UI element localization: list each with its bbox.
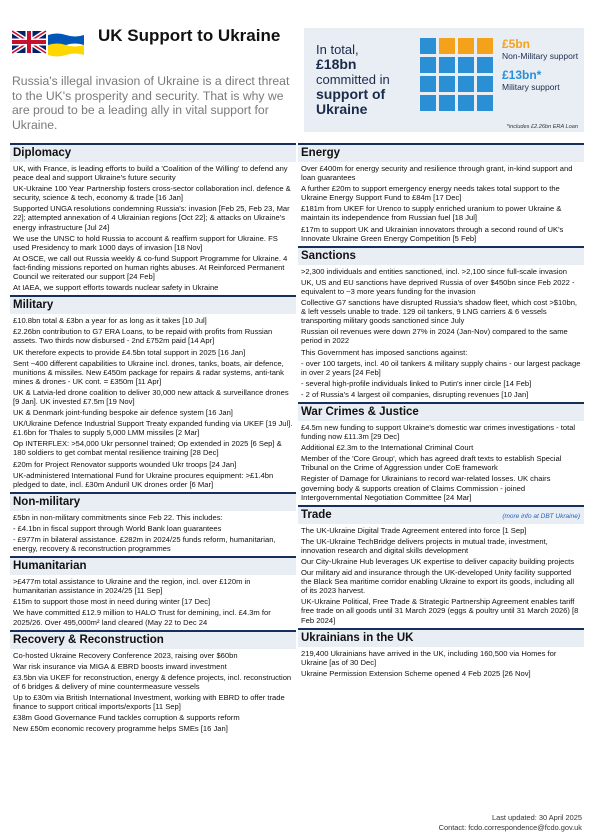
total-value: £18bn [316,56,357,72]
section-heading [10,295,296,314]
section-item: £181m from UKEF for Urenco to supply enriched uranium to power Ukraine & maintain its independence from Russian fuel [18 Jul] [301,204,562,223]
military-value: £13bn* [502,68,542,82]
section-title: Trade [301,508,332,521]
section-heading [298,143,584,162]
section-heading [10,556,296,575]
total-line2: committed in [316,72,390,87]
section-heading [298,402,584,421]
intro-text: Russia's illegal invasion of Ukraine is a direct threat to the UK's prosperity and security. That is why we are proud to be a leading ally in vital support for Ukraine. [12,74,290,132]
section-recovery-reconstruction [10,630,296,734]
section-heading [10,630,296,649]
section-item: UK-administered International Fund for Ukraine procures equipment: >£1.4bn pledged to date, incl. £30m Anduril UK drones order [6 Mar] [13,470,274,489]
section-item: £2.26bn contribution to G7 ERA Loans, to be repaid with profits from Russian assets. Two thirds now disbursed - 2nd £752m paid [14 Apr] [13,327,273,346]
section-humanitarian [10,556,296,626]
last-updated: Last updated: 30 April 2025 [492,813,582,822]
section-item: War risk insurance via MIGA & EBRD boosts inward investment [13,661,227,671]
support-breakdown [502,38,582,92]
section-item: - £977m in bilateral assistance. £282m in 2024/25 funds reform, humanitarian, energy, recovery & reconstruction programmes [13,535,276,554]
section-title: Sanctions [301,249,356,262]
section-item: UK therefore expects to provide £4.5bn total support in 2025 [16 Jan] [13,347,246,357]
section-item: Russian oil revenues were down 27% in 2024 (Jan-Nov) compared to the same period in 2022 [301,327,568,346]
nonmilitary-square [477,38,493,54]
section-item: >£477m total assistance to Ukraine and the region, incl. over £120m in humanitarian assistance in 2024/25 [11 Sep] [13,577,251,596]
section-item: Our military aid and insurance through the UK-developed Unity facility supported the Black Sea maritime corridor enabling Ukraine to export its goods, including all of its 2023 harvest. [301,568,575,596]
nonmilitary-square [458,38,474,54]
section-trade [298,505,584,625]
section-heading [298,246,584,265]
military-square [458,76,474,92]
section-item: UK-Ukraine 100 Year Partnership fosters cross-sector collaboration incl. defence & security, science & tech, economy & trade [16 Jan] [13,184,291,203]
contact-link[interactable]: Contact: fcdo.correspondence@fcdo.gov.uk [438,823,582,832]
section-item: We use the UNSC to hold Russia to account & reaffirm support for Ukraine. FS used Presidency to mark 1000 days of invasion [18 Nov] [13,233,278,252]
page-title: UK Support to Ukraine [98,26,281,45]
section-heading [10,492,296,511]
military-label: Military support [502,82,560,92]
section-item: Sent ~400 different capabilities to Ukraine incl. drones, tanks, boats, air defence, munitions & missiles. New £450m package for repairs & radar systems, anti-tank mines & drones - UK cont. = £350m [11 Apr] [13,358,284,386]
section-item: £10.8bn total & £3bn a year for as long as it takes [10 Jul] [13,316,207,326]
section-item: Ukraine Permission Extension Scheme opened 4 Feb 2025 [26 Nov] [301,668,531,678]
section-item: 219,400 Ukrainians have arrived in the UK, including 160,500 via Homes for Ukraine [as of 30 Dec] [301,648,557,667]
total-line3: support of Ukraine [316,86,386,117]
section-sanctions [298,246,584,399]
military-square [458,57,474,73]
section-item: This Government has imposed sanctions against: [301,347,468,357]
right-column [298,143,584,681]
section-item: - over 100 targets, incl. 40 oil tankers & military supply chains - our largest package in over 2 years [24 Feb] [301,358,581,377]
nonmilitary-square [439,38,455,54]
section-military [10,295,296,489]
section-item: UK-Ukraine Political, Free Trade & Strategic Partnership Agreement enables tariff free trade on all goods until 31 March 2029 (eggs & poultry until 31 March 2026) [8 Feb 2024] [301,597,579,625]
section-item: Co-hosted Ukraine Recovery Conference 2023, raising over $60bn [13,650,238,660]
section-item: Up to £30m via British International Investment, working with EBRD to offer trade finance to support critical imports/exports [11 Sep] [13,693,285,712]
military-square [477,95,493,111]
section-item: New £50m economic recovery programme helps SMEs [16 Jan] [13,724,228,734]
military-square [439,76,455,92]
section-item: UK & Latvia-led drone coalition to deliver 30,000 new attack & surveillance drones [9 Jan]. UK invested £7.5m [19 Nov] [13,387,289,406]
section-war-crimes-justice [298,402,584,502]
section-item: At OSCE, we call out Russia weekly & co-fund Support Programme for Ukraine. 4 fact-finding missions reported on human rights abuses. At Reinforced Permanent Council we reiterated our support [24 Feb] [13,253,288,282]
support-waffle-grid [420,38,496,112]
military-square [458,95,474,111]
section-item: Additional £2.3m to the International Criminal Court [301,443,474,453]
section-item: £15m to support those most in need during winter [17 Dec] [13,597,211,607]
nonmilitary-label: Non-Military support [502,51,579,61]
section-item: Over £400m for energy security and resilience through grant, in-kind support and loan guarantees [301,164,573,183]
section-heading [298,628,584,647]
section-item: £20m for Project Renovator supports wounded Ukr troops [24 Jan] [13,459,237,469]
section-item: Collective G7 sanctions have disrupted Russia's shadow fleet, which cost >$10bn, & left vessels unable to trade. 129 oil tankers, 9 LNG carriers & 6 vessels transporting military goods sanctioned since July [301,298,578,326]
section-heading [298,505,584,524]
section-item: Op INTERFLEX: >54,000 Ukr personnel trained; Op extended in 2025 [6 Sep] & 180 soldiers to get combat mental resilience training [28 Dec] [13,439,282,458]
section-energy [298,143,584,243]
military-square [477,76,493,92]
section-item: UK & Denmark joint-funding bespoke air defence system [16 Jan] [13,408,233,418]
military-square [477,57,493,73]
section-item: UK, with France, is leading efforts to build a 'Coalition of the Willing' to defend any peace deal and support Ukraine's future security [13,164,288,183]
section-item: Our City-Ukraine Hub leverages UK expertise to deliver capacity building projects [301,557,575,566]
total-line1: In total, [316,42,359,57]
section-item: At IAEA, we support efforts towards nuclear safety in Ukraine [13,283,219,293]
section-title: War Crimes & Justice [301,405,419,418]
military-square [420,38,436,54]
header [0,0,594,140]
nonmilitary-value: £5bn [502,37,531,51]
military-square [420,76,436,92]
section-ukrainians-in-the-uk [298,628,584,678]
footer [439,813,582,833]
section-item: £5bn in non-military commitments since Feb 22. This includes: [13,512,223,522]
section-item: >2,300 individuals and entities sanctioned, incl. >2,100 since full-scale invasion [301,266,567,276]
section-item: The UK-Ukraine Digital Trade Agreement entered into force [1 Sep] [301,525,527,535]
section-title: Energy [301,147,340,159]
section-title: Non-military [13,495,81,508]
section-title: Diplomacy [13,147,72,159]
total-summary [316,42,408,117]
section-title: Military [13,299,54,312]
section-item: £3.5bn via UKEF for reconstruction, energy & defence projects, incl. reconstruction of 6 bridges & delivery of mine countermeasure vessels [13,672,292,691]
section-item: A further £20m to support emergency energy needs takes total support to the Ukraine Energy Support Fund to £84m [17 Dec] [301,184,560,203]
section-item: £17m to support UK and Ukrainian innovators through a second round of UK's Innovate Ukraine Green Energy Competition [5 Feb] [301,224,564,243]
section-item: £38m Good Governance Fund tackles corruption & supports reform [13,713,240,723]
military-square [420,57,436,73]
uk-ukraine-flags-icon [12,28,84,60]
more-info-link[interactable]: (more info at DBT Ukraine) [502,512,580,520]
military-square [420,95,436,111]
military-square [439,95,455,111]
section-title: Humanitarian [13,560,87,573]
section-non-military [10,492,296,553]
section-title: Recovery & Reconstruction [13,633,164,646]
section-item: Member of the 'Core Group', which has agreed draft texts to establish Special Tribunal on the Crime of Aggression under CoE framework [301,454,562,473]
total-support-box [304,28,584,132]
section-title: Ukrainians in the UK [301,631,414,644]
section-item: The UK-Ukraine TechBridge delivers projects in mutual trade, investment, innovation research and digital skills development [301,536,548,555]
section-item: - several high-profile individuals linked to Putin's inner circle [14 Feb] [301,378,532,388]
section-item: - £4.1bn in fiscal support through World Bank loan guarantees [13,523,222,533]
section-item: Register of Damage for Ukrainians to record war-related losses. UK chairs governing body & supports creation of Claims Commission - joined Intergovernmental Negotiation Committee [24 Mar] [301,474,551,502]
section-item: - 2 of Russia's 4 largest oil companies, disrupting revenues [10 Jan] [301,389,529,399]
section-item: UK, US and EU sanctions have deprived Russia of over $450bn since Feb 2022 - equivalent to ~3 more years funding for the invasion [301,277,575,296]
section-heading [10,143,296,162]
left-column [10,143,296,736]
section-diplomacy [10,143,296,292]
section-item: £4.5m new funding to support Ukraine's domestic war crimes investigations - total funding now £11.3m [29 Dec] [301,422,576,442]
section-item: Supported UNGA resolutions condemning Russia's: invasion [Feb 25, Feb 23, Mar 22]; attempted annexation of 4 Ukrainian regions [Oct 22]; & attacks on Ukraine's energy infrastructure [Jul 24] [13,204,290,232]
military-square [439,57,455,73]
footnote: *includes £2.26bn ERA Loan [506,124,578,130]
section-item: UK/Ukraine Defence Industrial Support Treaty expanded funding via UKEF [19 Jul]. £1.6bn for Thales to supply 5,000 LMM missiles [2 Mar] [13,419,293,438]
section-item: We have committed £12.9 million to HALO Trust for demining, incl. £4.3m for 2025/26. Over 495,000m² land cleared (May 22 to Dec 24 [13,608,271,627]
